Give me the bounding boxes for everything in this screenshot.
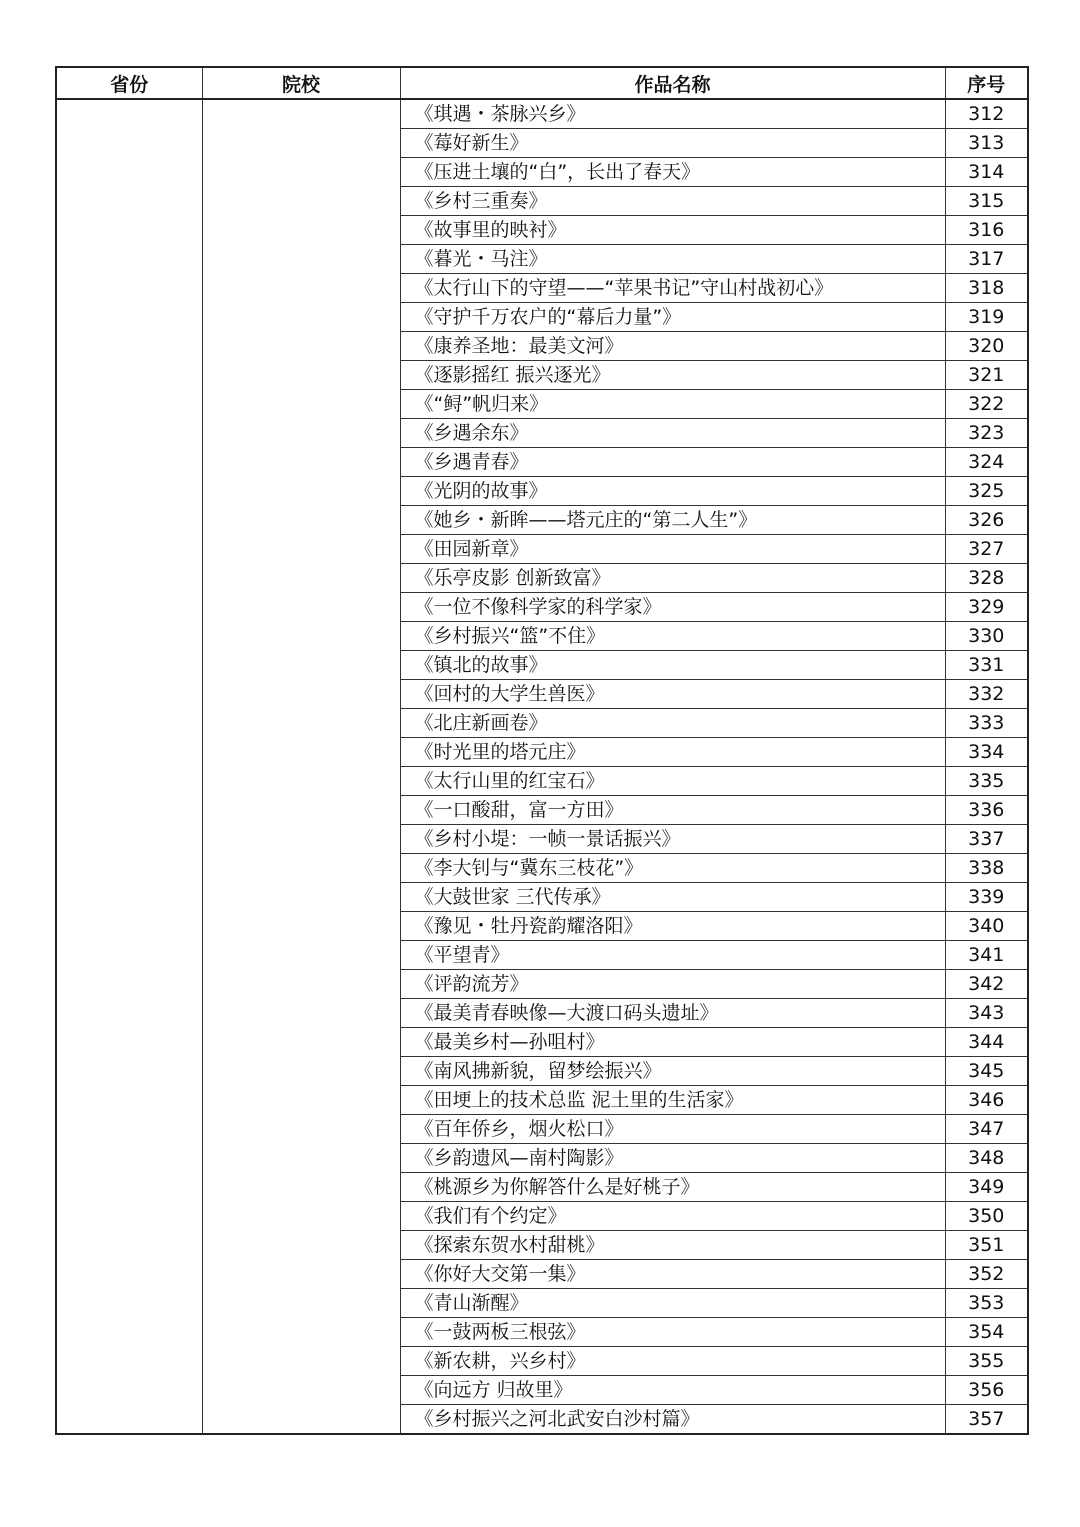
work-title-cell: 《她乡・新眸——塔元庄的“第二人生”》 [400,506,945,535]
header-row [56,67,1028,99]
work-title-cell: 《太行山下的守望——“苹果书记”守山村战初心》 [400,274,945,303]
work-title-cell: 《最美青春映像—大渡口码头遗址》 [400,999,945,1028]
number-cell: 343 [945,999,1028,1028]
number-cell: 313 [945,129,1028,158]
number-cell: 333 [945,709,1028,738]
work-title-cell: 《乡遇余东》 [400,419,945,448]
number-cell: 312 [945,99,1028,129]
table-header [56,67,1028,99]
number-cell: 341 [945,941,1028,970]
number-cell: 336 [945,796,1028,825]
work-title-cell: 《乡村振兴之河北武安白沙村篇》 [400,1405,945,1435]
work-title-cell: 《逐影摇红 振兴逐光》 [400,361,945,390]
number-cell: 321 [945,361,1028,390]
number-cell: 344 [945,1028,1028,1057]
number-cell: 352 [945,1260,1028,1289]
number-cell: 357 [945,1405,1028,1435]
work-title-cell: 《乡韵遗风—南村陶影》 [400,1144,945,1173]
work-title-cell: 《探索东贺水村甜桃》 [400,1231,945,1260]
number-cell: 346 [945,1086,1028,1115]
work-title-cell: 《新农耕，兴乡村》 [400,1347,945,1376]
number-cell: 347 [945,1115,1028,1144]
work-title-cell: 《向远方 归故里》 [400,1376,945,1405]
work-title-cell: 《时光里的塔元庄》 [400,738,945,767]
work-title-cell: 《评韵流芳》 [400,970,945,999]
work-title-cell: 《康养圣地：最美文河》 [400,332,945,361]
header-work-title: 作品名称 [400,67,945,99]
number-cell: 325 [945,477,1028,506]
work-title-cell: 《一位不像科学家的科学家》 [400,593,945,622]
number-cell: 339 [945,883,1028,912]
number-cell: 354 [945,1318,1028,1347]
number-cell: 355 [945,1347,1028,1376]
number-cell: 350 [945,1202,1028,1231]
number-cell: 342 [945,970,1028,999]
work-title-cell: 《桃源乡为你解答什么是好桃子》 [400,1173,945,1202]
work-title-cell: 《百年侨乡，烟火松口》 [400,1115,945,1144]
work-title-cell: 《我们有个约定》 [400,1202,945,1231]
number-cell: 316 [945,216,1028,245]
work-title-cell: 《青山渐醒》 [400,1289,945,1318]
header-province: 省份 [56,67,202,99]
number-cell: 331 [945,651,1028,680]
number-cell: 320 [945,332,1028,361]
number-cell: 349 [945,1173,1028,1202]
number-cell: 356 [945,1376,1028,1405]
table-body [56,99,1028,1434]
works-table [55,66,1029,1435]
number-cell: 332 [945,680,1028,709]
work-title-cell: 《大鼓世家 三代传承》 [400,883,945,912]
work-title-cell: 《“鲟”帆归来》 [400,390,945,419]
work-title-cell: 《莓好新生》 [400,129,945,158]
number-cell: 328 [945,564,1028,593]
work-title-cell: 《故事里的映衬》 [400,216,945,245]
work-title-cell: 《琪遇・茶脉兴乡》 [400,99,945,129]
work-title-cell: 《乡村小堤：一帧一景话振兴》 [400,825,945,854]
header-school: 院校 [202,67,400,99]
work-title-cell: 《暮光・马注》 [400,245,945,274]
work-title-cell: 《回村的大学生兽医》 [400,680,945,709]
province-cell [56,99,202,1434]
work-title-cell: 《最美乡村—孙咀村》 [400,1028,945,1057]
number-cell: 348 [945,1144,1028,1173]
work-title-cell: 《田埂上的技术总监 泥土里的生活家》 [400,1086,945,1115]
number-cell: 330 [945,622,1028,651]
work-title-cell: 《乡村三重奏》 [400,187,945,216]
work-title-cell: 《你好大交第一集》 [400,1260,945,1289]
work-title-cell: 《乐亭皮影 创新致富》 [400,564,945,593]
work-title-cell: 《乡村振兴“篮”不住》 [400,622,945,651]
number-cell: 319 [945,303,1028,332]
work-title-cell: 《乡遇青春》 [400,448,945,477]
number-cell: 340 [945,912,1028,941]
number-cell: 345 [945,1057,1028,1086]
number-cell: 334 [945,738,1028,767]
work-title-cell: 《守护千万农户的“幕后力量”》 [400,303,945,332]
table-row [56,99,1028,129]
number-cell: 323 [945,419,1028,448]
work-title-cell: 《一鼓两板三根弦》 [400,1318,945,1347]
number-cell: 326 [945,506,1028,535]
number-cell: 351 [945,1231,1028,1260]
school-cell [202,99,400,1434]
number-cell: 314 [945,158,1028,187]
work-title-cell: 《南风拂新貌，留梦绘振兴》 [400,1057,945,1086]
work-title-cell: 《一口酸甜，富一方田》 [400,796,945,825]
work-title-cell: 《李大钊与“冀东三枝花”》 [400,854,945,883]
number-cell: 337 [945,825,1028,854]
work-title-cell: 《镇北的故事》 [400,651,945,680]
work-title-cell: 《田园新章》 [400,535,945,564]
work-title-cell: 《平望青》 [400,941,945,970]
number-cell: 327 [945,535,1028,564]
header-number: 序号 [945,67,1028,99]
number-cell: 318 [945,274,1028,303]
work-title-cell: 《太行山里的红宝石》 [400,767,945,796]
number-cell: 315 [945,187,1028,216]
number-cell: 338 [945,854,1028,883]
work-title-cell: 《压进土壤的“白”，长出了春天》 [400,158,945,187]
work-title-cell: 《光阴的故事》 [400,477,945,506]
number-cell: 353 [945,1289,1028,1318]
number-cell: 324 [945,448,1028,477]
number-cell: 317 [945,245,1028,274]
number-cell: 329 [945,593,1028,622]
work-title-cell: 《北庄新画卷》 [400,709,945,738]
work-title-cell: 《豫见・牡丹瓷韵耀洛阳》 [400,912,945,941]
number-cell: 335 [945,767,1028,796]
number-cell: 322 [945,390,1028,419]
